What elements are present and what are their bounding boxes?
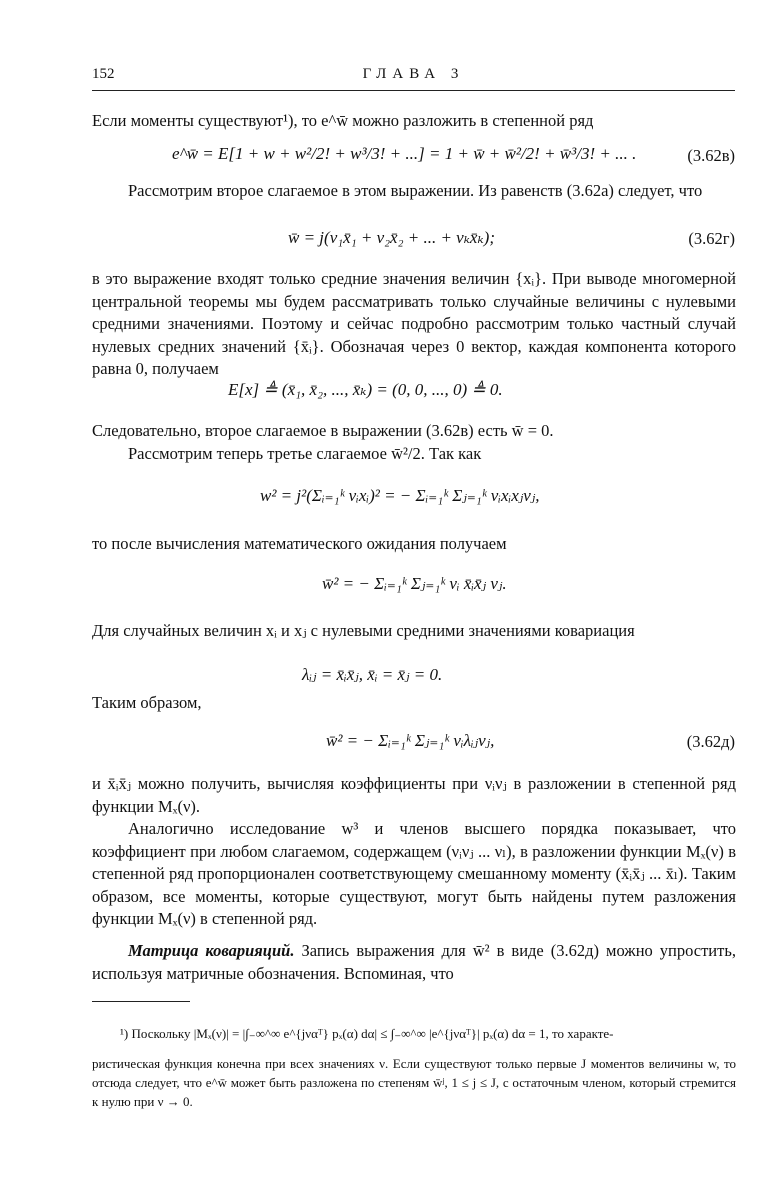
equation-zero-mean: E[x] ≜ (x̄₁, x̄₂, ..., x̄ₖ) = (0, 0, ..., 0) ≜ 0.	[228, 380, 503, 399]
paragraph-11	[92, 940, 736, 985]
equation-w-squared: w² = j²(Σᵢ₌₁ᵏ νᵢxᵢ)² = − Σᵢ₌₁ᵏ Σⱼ₌₁ᵏ νᵢxᵢxⱼνⱼ,	[260, 486, 540, 505]
paragraph-11-text: Запись выражения для w̄² в виде (3.62д) можно упростить, используя матричные обозначения. Вспоминая, что	[92, 941, 736, 983]
section-title-covariance-matrix: Матрица коварияций.	[128, 941, 295, 960]
footnote-line-1: ¹) Поскольку |Mₓ(ν)| = |∫₋∞^∞ e^{jναᵀ} pₓ(α) dα| ≤ ∫₋∞^∞ |e^{jναᵀ}| pₓ(α) dα = 1, то характе-	[120, 1026, 614, 1041]
paragraph-9: и x̄ᵢx̄ⱼ можно получить, вычисляя коэффициенты при νᵢνⱼ в разложении в степенной ряд функции Mₓ(ν).	[92, 774, 736, 816]
paragraph-4: Следовательно, второе слагаемое в выражении (3.62в) есть w̄ = 0.	[92, 421, 554, 440]
paragraph-6: то после вычисления математического ожидания получаем	[92, 534, 507, 553]
footnote-text: ристическая функция конечна при всех значениях ν. Если существуют только первые J моментов величины w, то отсюда следует, что e^w̄ может быть разложена по степеням w̄ʲ, 1 ≤ j ≤ J, с остаточным членом, который стремится к нулю при ν → 0.	[92, 1056, 736, 1109]
equation-label-3-62d: (3.62д)	[686, 732, 735, 751]
equation-covariance: λᵢⱼ = x̄ᵢx̄ⱼ, x̄ᵢ = x̄ⱼ = 0.	[302, 665, 443, 684]
paragraph-1: Если моменты существуют¹), то e^w̄ можно разложить в степенной ряд	[92, 111, 594, 130]
footnote-rule	[92, 1001, 190, 1002]
paragraph-5: Рассмотрим теперь третье слагаемое w̄²/2. Так как	[128, 444, 482, 463]
paragraph-2: Рассмотрим второе слагаемое в этом выражении. Из равенств (3.62а) следует, что	[128, 181, 703, 200]
paragraph-3: в это выражение входят только средние значения величин {xᵢ}. При выводе многомерной центральной теоремы мы будем рассматривать только случайные величины с нулевыми средними значениями. Поэтому и сейчас подробно рассмотрим только частный случай нулевых средних значений {x̄ᵢ}. Обозначая через 0 вектор, каждая компонента которого равна 0, получаем	[92, 269, 736, 378]
header-rule	[92, 90, 735, 91]
paragraph-8: Таким образом,	[92, 693, 202, 712]
paragraph-7: Для случайных величин xᵢ и xⱼ с нулевыми средними значениями ковариация	[92, 621, 635, 640]
equation-3-62v: e^w̄ = E[1 + w + w²/2! + w³/3! + ...] = 1 + w̄ + w̄²/2! + w̄³/3! + ... .	[172, 144, 637, 163]
equation-3-62d: w̄² = − Σᵢ₌₁ᵏ Σⱼ₌₁ᵏ νᵢλᵢⱼνⱼ,	[326, 731, 495, 750]
paragraph-10: Аналогично исследование w³ и членов высшего порядка показывает, что коэффициент при любом слагаемом, содержащем (νᵢνⱼ ... νₗ), в разложении функции Mₓ(ν) в степенной ряд пропорционален соответствующему смешанному моменту (x̄ᵢx̄ⱼ ... x̄ₗ). Таким образом, все моменты, которые существуют, могут быть найдены путем разложения функции Mₓ(ν) в степенной ряд.	[92, 819, 736, 928]
page-number: 152	[92, 66, 115, 82]
chapter-title: ГЛАВА 3	[362, 66, 465, 82]
equation-w-squared-mean: w̄² = − Σᵢ₌₁ᵏ Σⱼ₌₁ᵏ νᵢ x̄ᵢx̄ⱼ νⱼ.	[322, 574, 507, 593]
equation-label-3-62g: (3.62г)	[688, 229, 735, 248]
equation-label-3-62v: (3.62в)	[687, 146, 735, 165]
equation-3-62g: w̄ = j(ν₁x̄₁ + ν₂x̄₂ + ... + νₖx̄ₖ);	[288, 228, 495, 247]
